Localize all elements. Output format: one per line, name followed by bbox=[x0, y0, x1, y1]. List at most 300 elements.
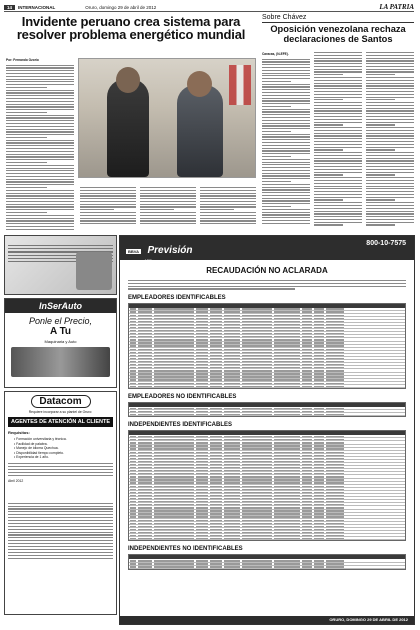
text-column bbox=[262, 52, 310, 226]
text-line bbox=[366, 213, 414, 214]
text-line bbox=[140, 201, 196, 202]
text-line bbox=[80, 215, 136, 216]
text-line bbox=[314, 219, 362, 220]
text-line bbox=[6, 90, 74, 91]
text-line bbox=[262, 117, 310, 118]
text-line bbox=[314, 208, 362, 209]
text-line bbox=[314, 158, 362, 159]
text-line bbox=[200, 190, 256, 191]
text-line bbox=[262, 170, 310, 171]
text-line bbox=[6, 190, 74, 191]
section-label: INTERNACIONAL bbox=[18, 4, 56, 10]
text-line bbox=[6, 123, 74, 124]
text-line bbox=[262, 139, 310, 140]
text-line bbox=[6, 76, 74, 77]
text-line bbox=[366, 91, 414, 92]
text-line bbox=[366, 208, 414, 209]
text-line bbox=[314, 224, 343, 225]
text-line bbox=[314, 52, 362, 53]
text-line bbox=[366, 58, 414, 59]
text-line bbox=[262, 89, 310, 90]
text-line bbox=[6, 209, 74, 210]
text-line bbox=[314, 211, 362, 212]
text-line bbox=[262, 198, 310, 199]
flag-shape bbox=[229, 65, 251, 105]
text-line bbox=[6, 218, 74, 219]
text-line bbox=[140, 195, 196, 196]
section-heading: INDEPENDIENTES IDENTIFICABLES bbox=[128, 422, 233, 429]
text-line bbox=[140, 220, 196, 221]
text-line bbox=[6, 101, 74, 102]
text-line bbox=[262, 120, 310, 121]
ad-slogan: Ponle el Precio, bbox=[28, 316, 93, 326]
text-line bbox=[140, 212, 196, 213]
text-line bbox=[366, 116, 414, 117]
text-line bbox=[262, 111, 310, 112]
text-line bbox=[366, 211, 414, 212]
text-line bbox=[366, 124, 395, 125]
text-line bbox=[262, 209, 310, 210]
text-line bbox=[314, 63, 362, 64]
text-line bbox=[314, 155, 362, 156]
side-byline: Caracas, (N-EFE). bbox=[262, 52, 289, 56]
text-line bbox=[366, 155, 414, 156]
text-column bbox=[6, 58, 74, 230]
text-line bbox=[314, 110, 362, 111]
side-headline: Oposición venezolana rechaza declaraciones de Santos bbox=[270, 24, 406, 44]
page-number: 14 bbox=[4, 5, 15, 10]
text-line bbox=[262, 98, 310, 99]
text-line bbox=[200, 220, 256, 221]
text-line bbox=[6, 142, 74, 143]
notice-intro bbox=[128, 280, 406, 290]
text-line bbox=[6, 126, 74, 127]
text-line bbox=[314, 122, 362, 123]
text-line bbox=[6, 176, 74, 177]
side-kicker: Sobre Chávez bbox=[262, 14, 414, 23]
text-line bbox=[6, 129, 74, 130]
text-line bbox=[262, 164, 310, 165]
inserauto-logo: InSerAuto bbox=[5, 299, 116, 313]
text-line bbox=[262, 103, 310, 104]
text-line bbox=[6, 170, 74, 171]
text-line bbox=[6, 137, 47, 138]
text-line bbox=[366, 108, 414, 109]
text-line bbox=[366, 199, 395, 200]
text-line bbox=[314, 108, 362, 109]
text-line bbox=[262, 64, 310, 65]
news-photo bbox=[78, 58, 256, 178]
text-line bbox=[200, 206, 256, 207]
text-line bbox=[6, 198, 74, 199]
ads-column bbox=[4, 235, 117, 625]
text-line bbox=[314, 183, 362, 184]
text-line bbox=[262, 128, 310, 129]
text-line bbox=[314, 80, 362, 81]
text-line bbox=[6, 87, 47, 88]
text-line bbox=[366, 85, 414, 86]
text-line bbox=[6, 95, 74, 96]
text-line bbox=[6, 145, 74, 146]
text-line bbox=[6, 226, 74, 227]
text-line bbox=[6, 162, 47, 163]
text-line bbox=[366, 144, 414, 145]
text-line bbox=[366, 174, 395, 175]
text-line bbox=[262, 223, 310, 224]
text-line bbox=[140, 209, 174, 210]
text-line bbox=[80, 206, 136, 207]
text-line bbox=[6, 184, 74, 185]
text-line bbox=[6, 220, 74, 221]
text-line bbox=[6, 120, 74, 121]
text-line bbox=[262, 148, 310, 149]
text-line bbox=[262, 123, 310, 124]
data-table bbox=[128, 402, 406, 417]
text-line bbox=[6, 159, 74, 160]
text-line bbox=[366, 177, 414, 178]
text-line bbox=[366, 183, 414, 184]
text-line bbox=[6, 201, 74, 202]
text-line bbox=[262, 114, 310, 115]
text-line bbox=[262, 109, 310, 110]
section-heading: INDEPENDIENTES NO IDENTIFICABLES bbox=[128, 546, 243, 553]
text-line bbox=[366, 152, 414, 153]
text-line bbox=[314, 166, 362, 167]
text-line bbox=[366, 83, 414, 84]
side-story bbox=[262, 14, 414, 232]
text-line bbox=[366, 147, 414, 148]
notice-title: RECAUDACIÓN NO ACLARADA bbox=[206, 266, 328, 275]
text-line bbox=[6, 151, 74, 152]
text-line bbox=[314, 74, 343, 75]
job-title-banner: AGENTES DE ATENCIÓN AL CLIENTE bbox=[8, 417, 113, 427]
requirement-item: • Formación universitaria y técnica. bbox=[14, 437, 67, 441]
text-line bbox=[6, 81, 74, 82]
text-line bbox=[140, 193, 196, 194]
text-line bbox=[200, 204, 256, 205]
text-line bbox=[6, 156, 74, 157]
text-line bbox=[6, 70, 74, 71]
ad-fine-print bbox=[8, 503, 113, 559]
text-line bbox=[314, 205, 362, 206]
ad-slogan: Maquinaria y Auto bbox=[44, 339, 77, 344]
text-line bbox=[314, 99, 343, 100]
ad-subtitle: Requiere incorporar a su plantel de Oruro: bbox=[28, 410, 93, 414]
text-line bbox=[6, 109, 74, 110]
text-line bbox=[80, 187, 136, 188]
text-line bbox=[262, 187, 310, 188]
text-line bbox=[200, 223, 256, 224]
text-line bbox=[314, 163, 362, 164]
side-story-text bbox=[262, 52, 414, 226]
text-line bbox=[262, 67, 310, 68]
text-line bbox=[314, 188, 362, 189]
text-line bbox=[314, 85, 362, 86]
text-line bbox=[366, 55, 414, 56]
text-line bbox=[366, 77, 414, 78]
text-line bbox=[314, 135, 362, 136]
datacom-logo: Datacom bbox=[31, 395, 91, 408]
text-line bbox=[262, 73, 310, 74]
classified-ad bbox=[4, 235, 117, 295]
table-row bbox=[129, 385, 405, 388]
text-line bbox=[6, 92, 74, 93]
text-line bbox=[262, 153, 310, 154]
text-line bbox=[80, 218, 136, 219]
text-line bbox=[314, 102, 362, 103]
text-line bbox=[314, 66, 362, 67]
text-line bbox=[314, 113, 362, 114]
ad-image bbox=[76, 252, 112, 290]
text-line bbox=[366, 71, 414, 72]
text-line bbox=[262, 192, 310, 193]
text-line bbox=[366, 166, 414, 167]
text-line bbox=[366, 119, 414, 120]
text-line bbox=[262, 184, 310, 185]
text-line bbox=[6, 106, 74, 107]
phone-number: 800-10-7575 bbox=[366, 240, 406, 247]
text-line bbox=[200, 195, 256, 196]
requirements-list bbox=[14, 437, 113, 460]
text-line bbox=[314, 141, 362, 142]
text-line bbox=[366, 138, 414, 139]
text-line bbox=[366, 216, 414, 217]
text-line bbox=[314, 199, 343, 200]
text-line bbox=[6, 131, 74, 132]
text-line bbox=[200, 209, 234, 210]
text-line bbox=[366, 97, 414, 98]
text-line bbox=[6, 104, 74, 105]
text-line bbox=[262, 75, 310, 76]
text-line bbox=[366, 102, 414, 103]
text-line bbox=[314, 202, 362, 203]
text-line bbox=[200, 201, 256, 202]
data-table bbox=[128, 303, 406, 389]
text-line bbox=[366, 202, 414, 203]
text-line bbox=[80, 198, 136, 199]
text-column bbox=[140, 187, 196, 224]
text-line bbox=[6, 215, 74, 216]
text-line bbox=[80, 201, 136, 202]
text-line bbox=[314, 138, 362, 139]
text-line bbox=[262, 178, 310, 179]
text-line bbox=[262, 175, 310, 176]
text-line bbox=[262, 220, 310, 221]
text-line bbox=[262, 203, 310, 204]
text-line bbox=[314, 69, 362, 70]
text-line bbox=[314, 130, 362, 131]
text-line bbox=[314, 191, 362, 192]
text-line bbox=[262, 86, 310, 87]
text-line bbox=[6, 148, 74, 149]
text-line bbox=[262, 181, 291, 182]
text-line bbox=[262, 159, 310, 160]
text-column bbox=[200, 187, 256, 224]
text-line bbox=[262, 131, 291, 132]
text-line bbox=[140, 187, 196, 188]
ad-date: Abril 2012 bbox=[8, 478, 24, 483]
afp-notice bbox=[119, 235, 415, 625]
text-line bbox=[314, 160, 362, 161]
issue-date: Oruro, domingo 29 de abril de 2012 bbox=[85, 4, 157, 10]
text-line bbox=[314, 124, 343, 125]
text-line bbox=[262, 195, 310, 196]
text-line bbox=[314, 127, 362, 128]
afp-label: AFP bbox=[144, 258, 152, 263]
text-line bbox=[366, 63, 414, 64]
text-line bbox=[366, 160, 414, 161]
text-line bbox=[6, 223, 74, 224]
text-line bbox=[80, 193, 136, 194]
text-line bbox=[314, 149, 343, 150]
text-line bbox=[80, 223, 136, 224]
table-row bbox=[129, 537, 405, 540]
text-line bbox=[140, 198, 196, 199]
table-row bbox=[129, 413, 405, 416]
text-line bbox=[314, 144, 362, 145]
data-table bbox=[128, 430, 406, 541]
newspaper-brand: LA PATRIA bbox=[379, 3, 414, 11]
text-line bbox=[262, 212, 310, 213]
text-line bbox=[366, 130, 414, 131]
text-line bbox=[314, 174, 343, 175]
data-table bbox=[128, 554, 406, 569]
text-line bbox=[314, 91, 362, 92]
text-line bbox=[366, 224, 395, 225]
text-line bbox=[140, 204, 196, 205]
text-line bbox=[262, 100, 310, 101]
text-line bbox=[314, 222, 362, 223]
requirement-item: • Manejo de idioma Quechua. bbox=[14, 446, 59, 451]
afp-brand bbox=[126, 240, 193, 263]
ad-slogan: A Tu bbox=[49, 326, 72, 337]
text-line bbox=[262, 134, 310, 135]
text-line bbox=[366, 194, 414, 195]
text-line bbox=[200, 212, 256, 213]
text-line bbox=[314, 77, 362, 78]
text-line bbox=[314, 213, 362, 214]
text-line bbox=[366, 52, 414, 53]
text-line bbox=[314, 133, 362, 134]
text-line bbox=[200, 198, 256, 199]
text-column bbox=[366, 52, 414, 226]
text-line bbox=[80, 190, 136, 191]
text-line bbox=[262, 61, 310, 62]
text-column bbox=[314, 52, 362, 226]
text-line bbox=[262, 156, 291, 157]
text-line bbox=[366, 197, 414, 198]
prevision-logo: Previsión bbox=[147, 245, 193, 256]
ad-fine-print bbox=[8, 463, 113, 476]
text-line bbox=[6, 140, 74, 141]
text-line bbox=[6, 173, 74, 174]
text-line bbox=[262, 81, 291, 82]
requirement-item: • Experiencia de 1 año. bbox=[14, 455, 49, 460]
text-line bbox=[200, 187, 256, 188]
text-line bbox=[314, 147, 362, 148]
text-line bbox=[366, 127, 414, 128]
text-line bbox=[6, 165, 74, 166]
text-line bbox=[262, 200, 310, 201]
text-line bbox=[80, 209, 114, 210]
text-line bbox=[140, 215, 196, 216]
text-line bbox=[366, 99, 395, 100]
text-line bbox=[366, 149, 395, 150]
text-line bbox=[366, 60, 414, 61]
text-line bbox=[262, 167, 310, 168]
text-line bbox=[314, 194, 362, 195]
text-line bbox=[366, 69, 414, 70]
text-line bbox=[314, 177, 362, 178]
main-byline: Por: Fernando Ozorio bbox=[6, 58, 39, 62]
text-line bbox=[366, 141, 414, 142]
text-line bbox=[366, 122, 414, 123]
text-line bbox=[140, 206, 196, 207]
text-line bbox=[262, 217, 310, 218]
text-line bbox=[262, 189, 310, 190]
text-line bbox=[6, 193, 74, 194]
text-column bbox=[80, 187, 136, 224]
text-line bbox=[314, 55, 362, 56]
text-line bbox=[262, 150, 310, 151]
text-line bbox=[6, 168, 74, 169]
text-line bbox=[314, 180, 362, 181]
requirements-label: Requisitos: bbox=[8, 430, 30, 435]
text-line bbox=[6, 73, 74, 74]
text-line bbox=[80, 220, 136, 221]
text-line bbox=[6, 117, 74, 118]
text-line bbox=[366, 186, 414, 187]
text-line bbox=[314, 197, 362, 198]
text-line bbox=[262, 95, 310, 96]
text-line bbox=[80, 204, 136, 205]
text-line bbox=[200, 193, 256, 194]
text-line bbox=[366, 135, 414, 136]
text-line bbox=[366, 105, 414, 106]
text-line bbox=[6, 195, 74, 196]
text-line bbox=[262, 206, 291, 207]
person-head bbox=[116, 67, 140, 93]
text-line bbox=[314, 58, 362, 59]
text-line bbox=[262, 142, 310, 143]
text-line bbox=[140, 223, 196, 224]
text-line bbox=[366, 110, 414, 111]
text-line bbox=[262, 214, 310, 215]
requirement-item: • Disponibilidad tiempo completo. bbox=[14, 450, 65, 455]
text-line bbox=[6, 212, 47, 213]
text-line bbox=[262, 136, 310, 137]
text-line bbox=[314, 88, 362, 89]
text-line bbox=[262, 78, 310, 79]
text-line bbox=[200, 218, 256, 219]
text-line bbox=[262, 173, 310, 174]
main-story-text-left bbox=[6, 58, 74, 230]
person-figure bbox=[107, 79, 149, 177]
phone-box bbox=[366, 240, 406, 247]
text-line bbox=[262, 84, 310, 85]
text-line bbox=[80, 195, 136, 196]
person-head bbox=[187, 71, 212, 97]
notice-footer: ORURO, DOMINGO 29 DE ABRIL DE 2012 bbox=[120, 616, 414, 624]
text-line bbox=[366, 188, 414, 189]
text-line bbox=[314, 116, 362, 117]
text-line bbox=[6, 179, 74, 180]
text-line bbox=[366, 66, 414, 67]
table-row bbox=[129, 566, 405, 569]
text-line bbox=[6, 112, 47, 113]
section-heading: EMPLEADORES IDENTIFICABLES bbox=[128, 294, 226, 301]
text-line bbox=[366, 80, 414, 81]
